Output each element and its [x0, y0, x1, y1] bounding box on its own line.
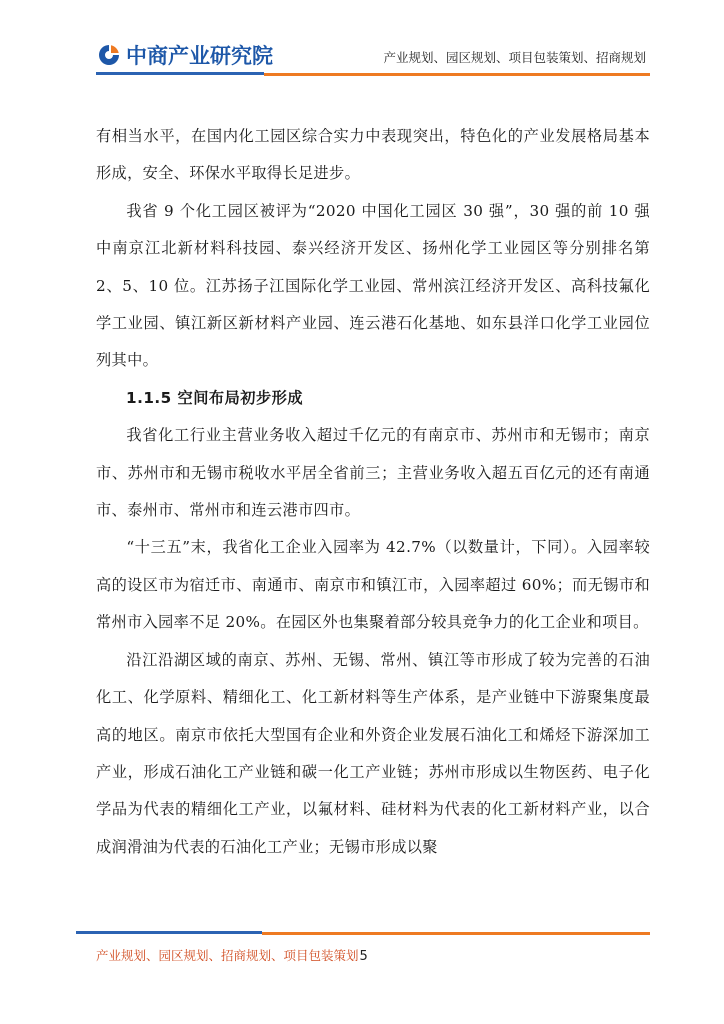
footer-rule [76, 931, 650, 935]
company-logo [96, 40, 273, 70]
page-header [0, 0, 724, 80]
header-rule [96, 72, 650, 76]
logo-mark-icon [96, 42, 122, 68]
logo-text: 中商产业研究院 [126, 44, 273, 68]
paragraph-3: 我省化工行业主营业务收入超过千亿元的有南京市、苏州市和无锡市；南京市、苏州市和无锡市税收水平居全省前三；主营业务收入超五百亿元的还有南通市、泰州市、常州市和连云港市四市。 [96, 426, 650, 520]
paragraph-5: 沿江沿湖区域的南京、苏州、无锡、常州、镇江等市形成了较为完善的石油化工、化学原料、精细化工、化工新材料等生产体系，是产业链中下游聚集度最高的地区。南京市依托大型国有企业和外资企业发展石油化工和烯烃下游深加工产业，形成石油化工产业链和碳一化工产业链；苏州市形成以生物医药、电子化学品为代表的精细化工产业，以氟材料、硅材料为代表的化工新材料产业，以合成润滑油为代表的石油化工产业；无锡市形成以聚 [96, 650, 650, 856]
header-tagline: 产业规划、园区规划、项目包装策划、招商规划 [383, 50, 646, 65]
paragraph-1: 有相当水平，在国内化工园区综合实力中表现突出，特色化的产业发展格局基本形成，安全、环保水平取得长足进步。 [96, 127, 650, 183]
header-rule-orange [264, 73, 650, 76]
paragraph-4: “十三五”末，我省化工企业入园率为 42.7%（以数量计，下同）。入园率较高的设区市为宿迁市、南通市、南京市和镇江市，入园率超过 60%；而无锡市和常州市入园率不足 20%。在园区外也集聚着部分较具竞争力的化工企业和项目。 [96, 538, 650, 632]
page-number: 5 [359, 949, 368, 964]
page-footer [96, 946, 368, 964]
document-body [96, 118, 650, 866]
header-rule-blue [96, 72, 264, 75]
footer-rule-orange [262, 932, 650, 935]
footer-tagline: 产业规划、园区规划、招商规划、项目包装策划 [96, 948, 359, 963]
footer-rule-blue [76, 931, 262, 934]
paragraph-2: 我省 9 个化工园区被评为“2020 中国化工园区 30 强”，30 强的前 10 强中南京江北新材料科技园、泰兴经济开发区、扬州化学工业园区等分别排名第 2、5、10 位。江苏扬子江国际化学工业园、常州滨江经济开发区、高科技氟化学工业园、镇江新区新材料产业园、连云港石化基地、如东县洋口化学工业园位列其中。 [96, 201, 650, 370]
section-heading: 1.1.5 空间布局初步形成 [126, 388, 304, 407]
